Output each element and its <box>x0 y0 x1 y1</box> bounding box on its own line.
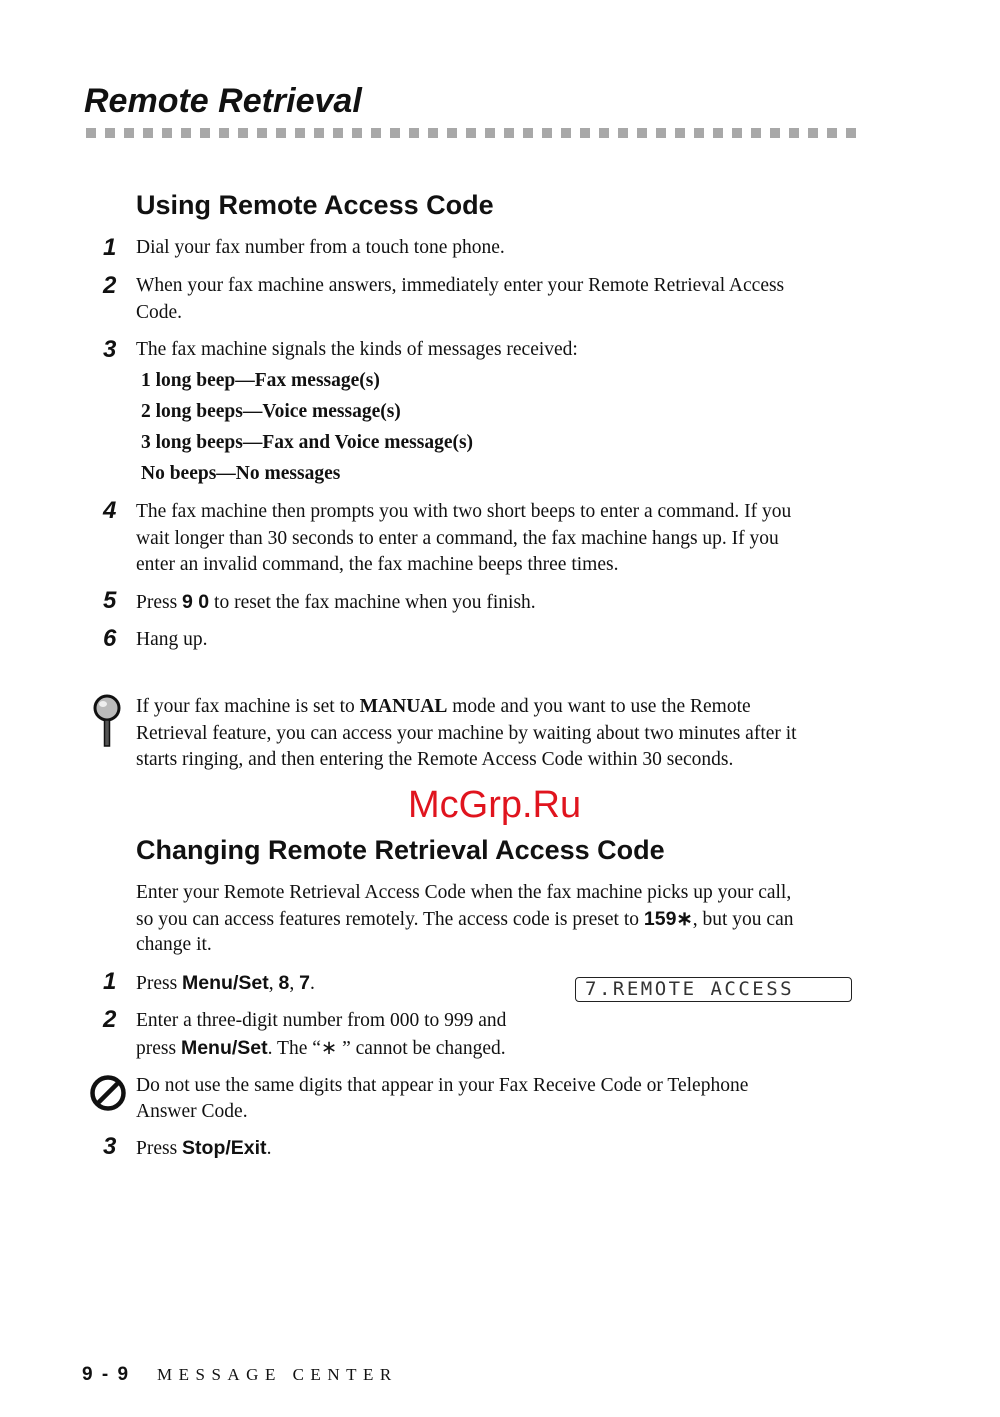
step-text: enter an invalid command, the fax machine beeps three times. <box>136 554 619 575</box>
prohibited-icon <box>89 1074 127 1112</box>
step-text: The fax machine signals the kinds of messages received: <box>136 339 578 360</box>
intro-text: change it. <box>136 934 212 955</box>
magnifier-icon <box>91 694 125 748</box>
step-text: Enter a three-digit number from 000 to 999 and <box>136 1010 507 1031</box>
signal-item: 2 long beeps—Voice message(s) <box>141 401 401 422</box>
section-heading-using-code: Using Remote Access Code <box>136 190 494 220</box>
signal-item: 1 long beep—Fax message(s) <box>141 370 380 391</box>
step-text: wait longer than 30 seconds to enter a command, the fax machine hangs up. If you <box>136 528 779 549</box>
step-text: The fax machine then prompts you with two short beeps to enter a command. If you <box>136 501 792 522</box>
step-text: Dial your fax number from a touch tone phone. <box>136 237 505 258</box>
note-text: starts ringing, and then entering the Remote Access Code within 30 seconds. <box>136 749 734 770</box>
step-text: Code. <box>136 302 183 323</box>
watermark: McGrp.Ru <box>408 784 582 826</box>
step-number: 1 <box>103 234 117 261</box>
page-title: Remote Retrieval <box>84 82 362 120</box>
intro-text: so you can access features remotely. The access code is preset to 159∗, but you can <box>136 908 794 930</box>
step-number: 2 <box>103 1006 117 1033</box>
step-text: press Menu/Set. The “∗ ” cannot be changed. <box>136 1037 506 1059</box>
page-number: 9 - 9 <box>82 1364 131 1385</box>
signal-item: 3 long beeps—Fax and Voice message(s) <box>141 432 474 453</box>
step-number: 6 <box>103 625 117 652</box>
step-text: Press Stop/Exit. <box>136 1137 272 1159</box>
lcd-display: 7.REMOTE ACCESS <box>575 977 852 1002</box>
step-text: Press 9 0 to reset the fax machine when you finish. <box>136 591 536 613</box>
step-text: Hang up. <box>136 629 208 650</box>
step-number: 4 <box>103 497 117 524</box>
step-text: When your fax machine answers, immediately enter your Remote Retrieval Access <box>136 275 785 296</box>
step-number: 3 <box>103 336 117 363</box>
intro-text: Enter your Remote Retrieval Access Code when the fax machine picks up your call, <box>136 882 792 903</box>
note-text: If your fax machine is set to MANUAL mode and you want to use the Remote <box>136 696 751 717</box>
note-text: Retrieval feature, you can access your machine by waiting about two minutes after it <box>136 723 797 744</box>
step-number: 1 <box>103 968 117 995</box>
warning-text: Do not use the same digits that appear in your Fax Receive Code or Telephone <box>136 1075 749 1096</box>
warning-text: Answer Code. <box>136 1101 248 1122</box>
step-text: Press Menu/Set, 8, 7. <box>136 972 315 994</box>
signal-item: No beeps—No messages <box>141 463 341 484</box>
title-divider <box>86 128 862 138</box>
step-number: 3 <box>103 1133 117 1160</box>
step-number: 5 <box>103 587 117 614</box>
step-number: 2 <box>103 272 117 299</box>
section-heading-changing-code: Changing Remote Retrieval Access Code <box>136 835 665 865</box>
footer-section-title: MESSAGE CENTER <box>157 1365 398 1384</box>
